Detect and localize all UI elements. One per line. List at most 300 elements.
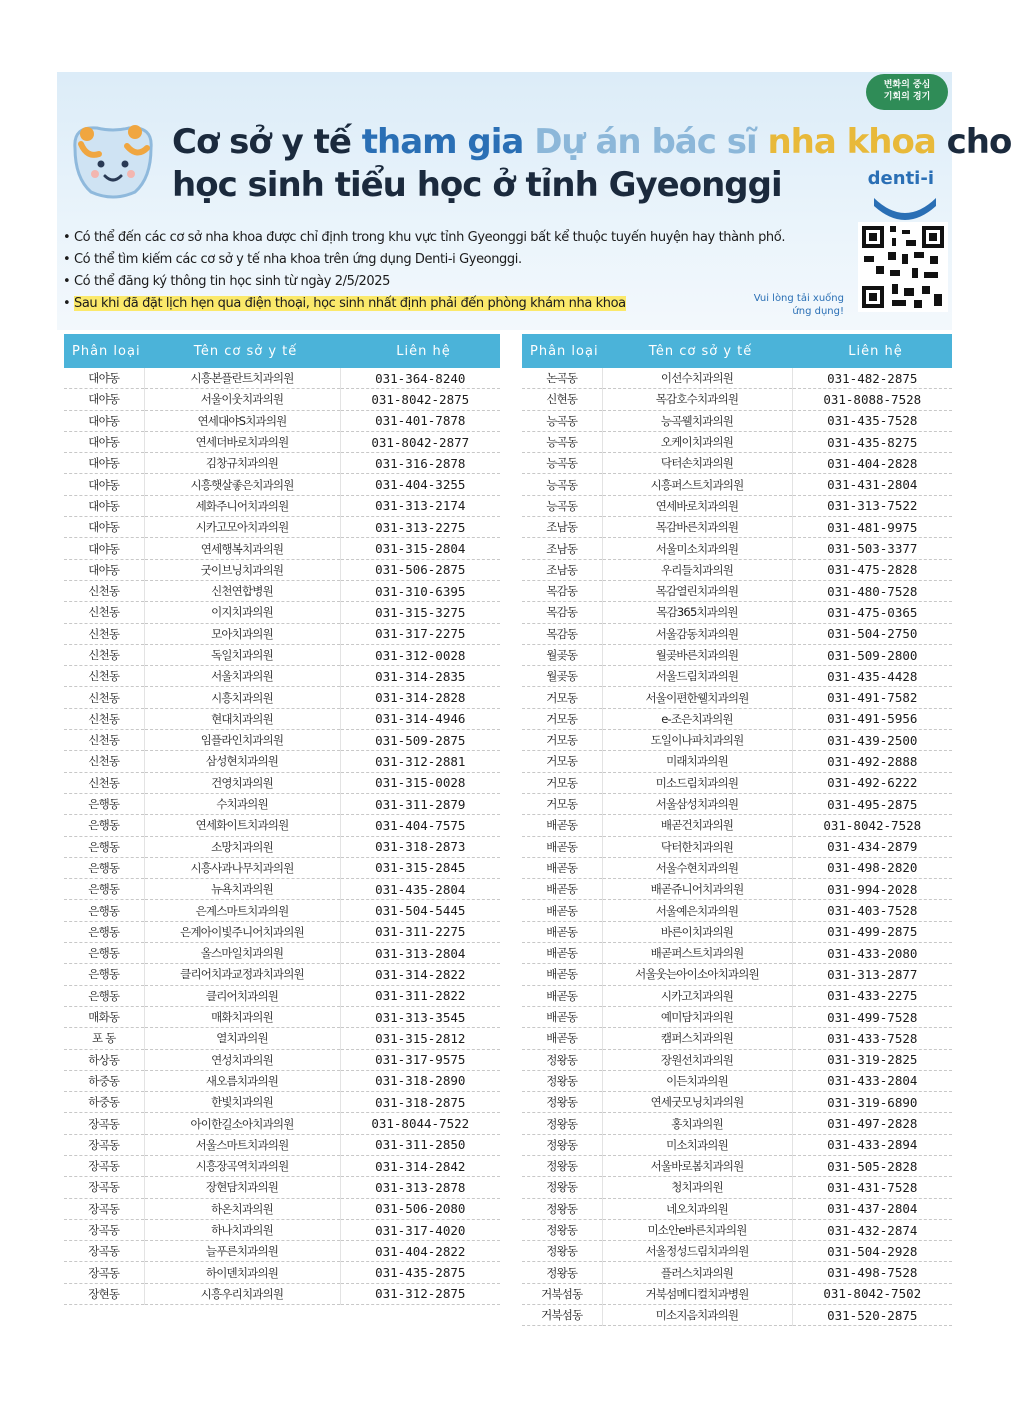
cell-clinic-name: 바른이치과의원 [602, 921, 792, 942]
table-row [522, 431, 952, 452]
cell-phone: 031-504-2928 [792, 1241, 952, 1262]
cell-clinic-name: 시카고모아치과의원 [144, 517, 340, 538]
table-row [522, 389, 952, 410]
cell-category: 대야동 [64, 431, 144, 452]
column-header-name: Tên cơ sở y tế [144, 334, 340, 368]
cell-category: 정왕동 [522, 1113, 602, 1134]
table-row [64, 1113, 500, 1134]
cell-phone: 031-313-3545 [340, 1006, 500, 1027]
cell-category: 신천동 [64, 708, 144, 729]
cell-clinic-name: 청치과의원 [602, 1177, 792, 1198]
table-row [64, 453, 500, 474]
cell-phone: 031-437-2804 [792, 1198, 952, 1219]
cell-phone: 031-495-2875 [792, 793, 952, 814]
cell-phone: 031-313-2275 [340, 517, 500, 538]
cell-clinic-name: 미래치과의원 [602, 751, 792, 772]
cell-phone: 031-401-7878 [340, 410, 500, 431]
cell-category: 논곡동 [522, 368, 602, 389]
table-row [522, 1006, 952, 1027]
table-row [64, 964, 500, 985]
cell-phone: 031-506-2080 [340, 1198, 500, 1219]
cell-phone: 031-498-7528 [792, 1262, 952, 1283]
cell-category: 목감동 [522, 602, 602, 623]
cell-clinic-name: 소망치과의원 [144, 836, 340, 857]
cell-phone: 031-317-9575 [340, 1049, 500, 1070]
cell-category: 정왕동 [522, 1262, 602, 1283]
cell-clinic-name: 연세행복치과의원 [144, 538, 340, 559]
cell-clinic-name: 우리들치과의원 [602, 559, 792, 580]
cell-clinic-name: 서울수현치과의원 [602, 857, 792, 878]
cell-category: 신천동 [64, 580, 144, 601]
cell-phone: 031-313-2174 [340, 495, 500, 516]
table-row [522, 985, 952, 1006]
cell-clinic-name: 서울정성드림치과의원 [602, 1241, 792, 1262]
cell-clinic-name: 서울이웃치과의원 [144, 389, 340, 410]
table-row [64, 1134, 500, 1155]
table-row [64, 1006, 500, 1027]
cell-category: 하상동 [64, 1049, 144, 1070]
table-row [522, 751, 952, 772]
cell-category: 대야동 [64, 368, 144, 389]
cell-phone: 031-403-7528 [792, 900, 952, 921]
cell-phone: 031-317-4020 [340, 1219, 500, 1240]
table-row [522, 1113, 952, 1134]
cell-category: 월곶동 [522, 644, 602, 665]
cell-category: 은행동 [64, 964, 144, 985]
cell-phone: 031-505-2828 [792, 1155, 952, 1176]
bullet-item: • Có thể tìm kiếm các cơ sở y tế nha khoa trên ứng dụng Denti-i Gyeonggi. [63, 252, 522, 267]
cell-category: 능곡동 [522, 495, 602, 516]
cell-category: 장곡동 [64, 1219, 144, 1240]
table-row [522, 453, 952, 474]
table-row [522, 1070, 952, 1091]
cell-category: 거모동 [522, 751, 602, 772]
cell-phone: 031-503-3377 [792, 538, 952, 559]
table-row [522, 1134, 952, 1155]
cell-clinic-name: 삼성현치과의원 [144, 751, 340, 772]
cell-phone: 031-492-2888 [792, 751, 952, 772]
cell-category: 조남동 [522, 517, 602, 538]
table-row [522, 1028, 952, 1049]
cell-category: 능곡동 [522, 410, 602, 431]
cell-category: 대야동 [64, 559, 144, 580]
table-row [522, 1198, 952, 1219]
table-row [64, 495, 500, 516]
cell-category: 목감동 [522, 623, 602, 644]
table-row [64, 1070, 500, 1091]
cell-clinic-name: 굿이브닝치과의원 [144, 559, 340, 580]
cell-clinic-name: 은계스마트치과의원 [144, 900, 340, 921]
cell-category: 정왕동 [522, 1241, 602, 1262]
table-row [522, 1155, 952, 1176]
table-row [522, 772, 952, 793]
cell-clinic-name: 은계아이빛주니어치과의원 [144, 921, 340, 942]
cell-phone: 031-491-5956 [792, 708, 952, 729]
table-row [64, 793, 500, 814]
column-header-contact: Liên hệ [340, 334, 500, 368]
cell-clinic-name: 신천연합병원 [144, 580, 340, 601]
cell-clinic-name: 열치과의원 [144, 1028, 340, 1049]
cell-phone: 031-311-2822 [340, 985, 500, 1006]
cell-clinic-name: 독일치과의원 [144, 644, 340, 665]
cell-category: 신현동 [522, 389, 602, 410]
cell-clinic-name: 시흥퍼스트치과의원 [602, 474, 792, 495]
cell-phone: 031-435-2875 [340, 1262, 500, 1283]
column-header-category: Phân loại [64, 334, 144, 368]
cell-clinic-name: 목감열린치과의원 [602, 580, 792, 601]
cell-category: 대야동 [64, 517, 144, 538]
cell-clinic-name: 뉴욕치과의원 [144, 879, 340, 900]
table-row [64, 730, 500, 751]
cell-category: 배곧동 [522, 943, 602, 964]
table-row [522, 666, 952, 687]
cell-clinic-name: 연성치과의원 [144, 1049, 340, 1070]
cell-clinic-name: 플러스치과의원 [602, 1262, 792, 1283]
cell-phone: 031-433-2275 [792, 985, 952, 1006]
cell-category: 조남동 [522, 538, 602, 559]
cell-clinic-name: 네오치과의원 [602, 1198, 792, 1219]
cell-category: 은행동 [64, 900, 144, 921]
cell-phone: 031-318-2890 [340, 1070, 500, 1091]
cell-category: 거북섬동 [522, 1283, 602, 1304]
denti-i-smile-icon [872, 194, 938, 222]
cell-clinic-name: 한빛치과의원 [144, 1092, 340, 1113]
cell-clinic-name: 장원선치과의원 [602, 1049, 792, 1070]
cell-category: 정왕동 [522, 1070, 602, 1091]
cell-clinic-name: 건영치과의원 [144, 772, 340, 793]
cell-phone: 031-433-2894 [792, 1134, 952, 1155]
cell-category: 배곧동 [522, 921, 602, 942]
table-row [64, 921, 500, 942]
cell-clinic-name: 올스마일치과의원 [144, 943, 340, 964]
clinic-table-left [64, 334, 500, 1305]
cell-phone: 031-404-2822 [340, 1241, 500, 1262]
table-row [522, 730, 952, 751]
column-header-category: Phân loại [522, 334, 602, 368]
cell-clinic-name: 미소안e바른치과의원 [602, 1219, 792, 1240]
cell-clinic-name: 시흥햇살좋은치과의원 [144, 474, 340, 495]
cell-category: 배곧동 [522, 857, 602, 878]
cell-category: 신천동 [64, 623, 144, 644]
cell-phone: 031-311-2275 [340, 921, 500, 942]
cell-category: 월곶동 [522, 666, 602, 687]
table-row [64, 368, 500, 389]
cell-category: 장곡동 [64, 1241, 144, 1262]
cell-category: 장곡동 [64, 1113, 144, 1134]
denti-i-app-logo: denti-i [867, 168, 934, 189]
table-row [64, 517, 500, 538]
cell-category: 장곡동 [64, 1177, 144, 1198]
table-row [64, 431, 500, 452]
cell-category: 정왕동 [522, 1092, 602, 1113]
table-row [64, 602, 500, 623]
cell-phone: 031-8088-7528 [792, 389, 952, 410]
table-row [522, 857, 952, 878]
cell-category: 대야동 [64, 538, 144, 559]
cell-clinic-name: 서울웃는아이소아치과의원 [602, 964, 792, 985]
table-row [522, 1305, 952, 1326]
tooth-mascot-logo-icon [65, 118, 161, 202]
cell-category: 배곧동 [522, 900, 602, 921]
cell-phone: 031-315-2845 [340, 857, 500, 878]
cell-clinic-name: 매화치과의원 [144, 1006, 340, 1027]
table-row [64, 879, 500, 900]
cell-category: 정왕동 [522, 1198, 602, 1219]
table-row [64, 1155, 500, 1176]
cell-phone: 031-499-2875 [792, 921, 952, 942]
table-row [64, 1241, 500, 1262]
cell-clinic-name: 서울삼성치과의원 [602, 793, 792, 814]
cell-phone: 031-504-2750 [792, 623, 952, 644]
cell-category: 대야동 [64, 389, 144, 410]
cell-category: 능곡동 [522, 474, 602, 495]
table-row [64, 751, 500, 772]
cell-phone: 031-433-2080 [792, 943, 952, 964]
table-row [64, 836, 500, 857]
cell-clinic-name: 닥터한치과의원 [602, 836, 792, 857]
column-header-contact: Liên hệ [792, 334, 952, 368]
cell-category: 거모동 [522, 730, 602, 751]
table-row [64, 1219, 500, 1240]
cell-category: 은행동 [64, 985, 144, 1006]
cell-clinic-name: 김창규치과의원 [144, 453, 340, 474]
cell-clinic-name: 새오름치과의원 [144, 1070, 340, 1091]
cell-category: 거모동 [522, 687, 602, 708]
cell-category: 거모동 [522, 793, 602, 814]
cell-category: 대야동 [64, 474, 144, 495]
cell-category: 장곡동 [64, 1155, 144, 1176]
cell-category: 능곡동 [522, 431, 602, 452]
cell-phone: 031-433-7528 [792, 1028, 952, 1049]
table-row [522, 815, 952, 836]
cell-phone: 031-313-2877 [792, 964, 952, 985]
cell-phone: 031-313-2804 [340, 943, 500, 964]
cell-phone: 031-319-2825 [792, 1049, 952, 1070]
cell-category: 신천동 [64, 666, 144, 687]
cell-clinic-name: 닥터손치과의원 [602, 453, 792, 474]
cell-clinic-name: e-조은치과의원 [602, 708, 792, 729]
cell-phone: 031-435-4428 [792, 666, 952, 687]
cell-phone: 031-318-2875 [340, 1092, 500, 1113]
cell-category: 장현동 [64, 1283, 144, 1304]
cell-category: 정왕동 [522, 1134, 602, 1155]
cell-phone: 031-482-2875 [792, 368, 952, 389]
cell-clinic-name: 배곧건치과의원 [602, 815, 792, 836]
cell-phone: 031-312-2875 [340, 1283, 500, 1304]
table-row [64, 985, 500, 1006]
cell-clinic-name: 연세화이트치과의원 [144, 815, 340, 836]
cell-clinic-name: 미소치과의원 [602, 1134, 792, 1155]
cell-clinic-name: 거북섬메디컬치과병원 [602, 1283, 792, 1304]
table-row [522, 836, 952, 857]
cell-phone: 031-314-2822 [340, 964, 500, 985]
cell-clinic-name: 능곡웰치과의원 [602, 410, 792, 431]
table-header-row [64, 334, 500, 368]
cell-clinic-name: 시흥장곡역치과의원 [144, 1155, 340, 1176]
cell-category: 배곧동 [522, 1028, 602, 1049]
cell-category: 거모동 [522, 708, 602, 729]
cell-clinic-name: 서울바로봄치과의원 [602, 1155, 792, 1176]
cell-category: 장곡동 [64, 1134, 144, 1155]
table-row [64, 559, 500, 580]
table-row [64, 410, 500, 431]
cell-phone: 031-314-2835 [340, 666, 500, 687]
cell-category: 신천동 [64, 730, 144, 751]
cell-phone: 031-506-2875 [340, 559, 500, 580]
table-row [64, 1177, 500, 1198]
table-row [522, 1049, 952, 1070]
cell-phone: 031-314-4946 [340, 708, 500, 729]
cell-clinic-name: 연세대야S치과의원 [144, 410, 340, 431]
cell-category: 은행동 [64, 836, 144, 857]
cell-phone: 031-499-7528 [792, 1006, 952, 1027]
table-row [522, 687, 952, 708]
table-row [522, 580, 952, 601]
cell-category: 신천동 [64, 687, 144, 708]
cell-clinic-name: 모아치과의원 [144, 623, 340, 644]
cell-category: 신천동 [64, 772, 144, 793]
cell-category: 포 동 [64, 1028, 144, 1049]
table-row [522, 559, 952, 580]
cell-category: 매화동 [64, 1006, 144, 1027]
cell-category: 능곡동 [522, 453, 602, 474]
cell-clinic-name: 서울스마트치과의원 [144, 1134, 340, 1155]
cell-category: 신천동 [64, 751, 144, 772]
table-row [64, 1262, 500, 1283]
cell-category: 배곧동 [522, 815, 602, 836]
table-row [64, 644, 500, 665]
cell-clinic-name: 하온치과의원 [144, 1198, 340, 1219]
table-row [64, 708, 500, 729]
cell-clinic-name: 미소드림치과의원 [602, 772, 792, 793]
table-row [64, 943, 500, 964]
table-row [522, 474, 952, 495]
clinic-table-right [522, 334, 952, 1326]
cell-clinic-name: 임플라인치과의원 [144, 730, 340, 751]
cell-phone: 031-404-7575 [340, 815, 500, 836]
cell-category: 거북섬동 [522, 1305, 602, 1326]
cell-clinic-name: 수치과의원 [144, 793, 340, 814]
table-row [522, 1262, 952, 1283]
cell-phone: 031-492-6222 [792, 772, 952, 793]
cell-clinic-name: 연세바로치과의원 [602, 495, 792, 516]
cell-clinic-name: 캠퍼스치과의원 [602, 1028, 792, 1049]
cell-category: 은행동 [64, 921, 144, 942]
cell-clinic-name: 이든치과의원 [602, 1070, 792, 1091]
cell-phone: 031-434-2879 [792, 836, 952, 857]
cell-phone: 031-475-2828 [792, 559, 952, 580]
cell-phone: 031-8042-7502 [792, 1283, 952, 1304]
table-row [64, 900, 500, 921]
cell-phone: 031-317-2275 [340, 623, 500, 644]
cell-clinic-name: 하이덴치과의원 [144, 1262, 340, 1283]
cell-clinic-name: 장현담치과의원 [144, 1177, 340, 1198]
cell-clinic-name: 예미담치과의원 [602, 1006, 792, 1027]
table-row [522, 708, 952, 729]
table-row [522, 495, 952, 516]
cell-clinic-name: 이선수치과의원 [602, 368, 792, 389]
cell-phone: 031-310-6395 [340, 580, 500, 601]
table-row [522, 879, 952, 900]
cell-clinic-name: 배곧퍼스트치과의원 [602, 943, 792, 964]
table-row [522, 602, 952, 623]
cell-phone: 031-8044-7522 [340, 1113, 500, 1134]
cell-category: 정왕동 [522, 1219, 602, 1240]
cell-category: 은행동 [64, 879, 144, 900]
cell-category: 신천동 [64, 644, 144, 665]
table-row [64, 1092, 500, 1113]
cell-category: 배곧동 [522, 964, 602, 985]
cell-category: 정왕동 [522, 1049, 602, 1070]
cell-phone: 031-311-2879 [340, 793, 500, 814]
cell-clinic-name: 하나치과의원 [144, 1219, 340, 1240]
cell-phone: 031-404-3255 [340, 474, 500, 495]
cell-phone: 031-439-2500 [792, 730, 952, 751]
qr-code-icon[interactable] [858, 222, 948, 312]
cell-clinic-name: 시카고치과의원 [602, 985, 792, 1006]
cell-phone: 031-364-8240 [340, 368, 500, 389]
cell-clinic-name: 시흥사과나무치과의원 [144, 857, 340, 878]
table-row [522, 1283, 952, 1304]
cell-category: 하중동 [64, 1070, 144, 1091]
cell-clinic-name: 서울드림치과의원 [602, 666, 792, 687]
cell-clinic-name: 이지치과의원 [144, 602, 340, 623]
cell-phone: 031-435-7528 [792, 410, 952, 431]
cell-phone: 031-520-2875 [792, 1305, 952, 1326]
table-row [64, 1049, 500, 1070]
table-row [522, 793, 952, 814]
cell-clinic-name: 배곧쥬니어치과의원 [602, 879, 792, 900]
cell-clinic-name: 시흥우리치과의원 [144, 1283, 340, 1304]
cell-clinic-name: 서울감동치과의원 [602, 623, 792, 644]
cell-phone: 031-8042-2875 [340, 389, 500, 410]
cell-clinic-name: 도일이나파치과의원 [602, 730, 792, 751]
cell-clinic-name: 서울미소치과의원 [602, 538, 792, 559]
bullet-item: • Có thể đăng ký thông tin học sinh từ ngày 2/5/2025 [63, 274, 390, 289]
cell-phone: 031-435-2804 [340, 879, 500, 900]
cell-category: 하중동 [64, 1092, 144, 1113]
table-row [522, 1219, 952, 1240]
cell-phone: 031-509-2800 [792, 644, 952, 665]
table-row [522, 410, 952, 431]
table-row [64, 687, 500, 708]
cell-phone: 031-509-2875 [340, 730, 500, 751]
cell-category: 거모동 [522, 772, 602, 793]
cell-clinic-name: 연세더바로치과의원 [144, 431, 340, 452]
table-row [64, 1198, 500, 1219]
table-row [522, 900, 952, 921]
cell-clinic-name: 클리어치과교정과치과의원 [144, 964, 340, 985]
cell-phone: 031-318-2873 [340, 836, 500, 857]
cell-category: 정왕동 [522, 1155, 602, 1176]
cell-phone: 031-475-0365 [792, 602, 952, 623]
table-row [522, 538, 952, 559]
cell-category: 목감동 [522, 580, 602, 601]
table-row [522, 964, 952, 985]
cell-clinic-name: 홍치과의원 [602, 1113, 792, 1134]
table-row [64, 623, 500, 644]
table-row [64, 389, 500, 410]
page-title-line2: học sinh tiểu học ở tỉnh Gyeonggi [172, 165, 782, 205]
cell-clinic-name: 현대치과의원 [144, 708, 340, 729]
cell-phone: 031-504-5445 [340, 900, 500, 921]
cell-phone: 031-480-7528 [792, 580, 952, 601]
qr-caption: Vui lòng tải xuống ứng dụng! [753, 293, 844, 317]
header-banner [57, 72, 1011, 330]
cell-phone: 031-481-9975 [792, 517, 952, 538]
cell-clinic-name: 아이한길소아치과의원 [144, 1113, 340, 1134]
table-row [64, 474, 500, 495]
